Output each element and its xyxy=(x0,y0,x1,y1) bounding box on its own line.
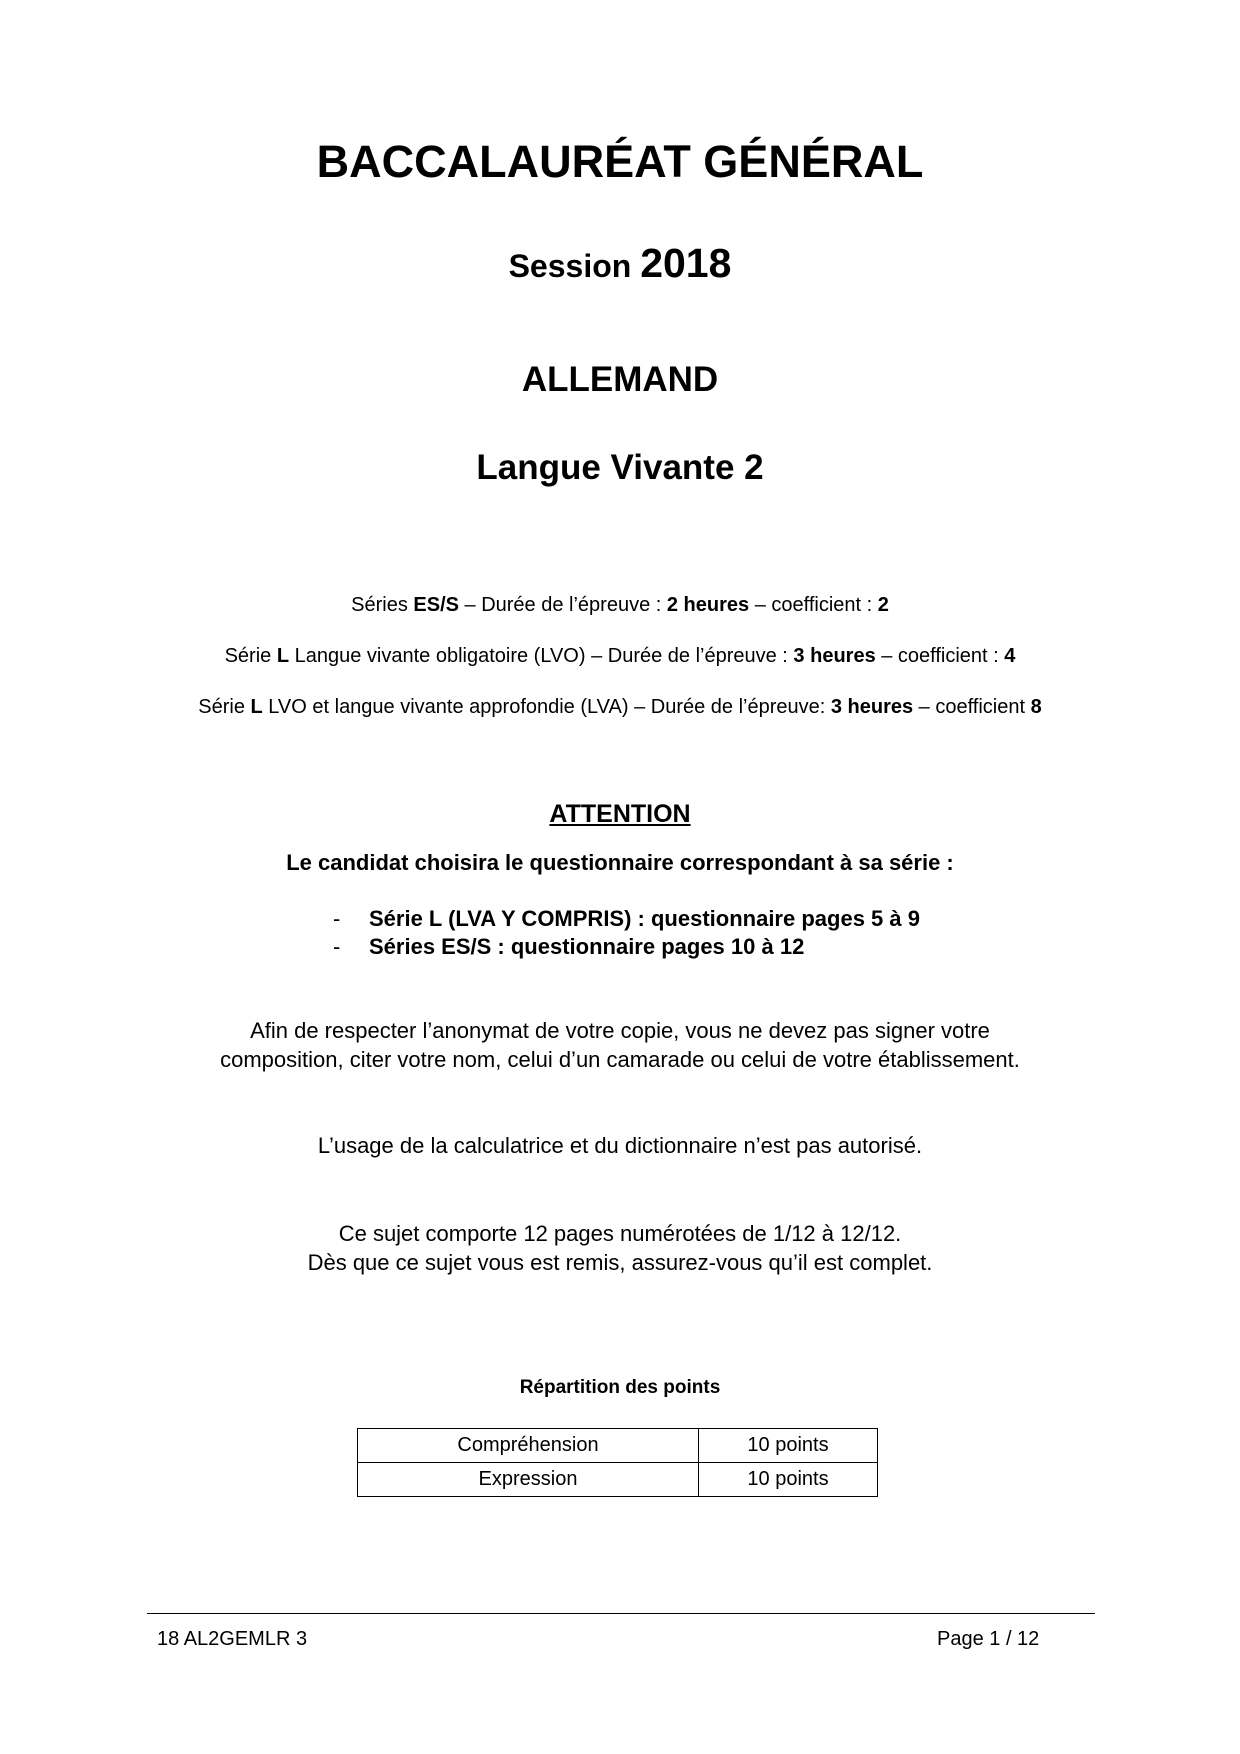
footer-divider xyxy=(147,1613,1095,1614)
language-level: Langue Vivante 2 xyxy=(476,448,764,487)
subject-title: ALLEMAND xyxy=(521,360,719,399)
table-row xyxy=(358,1463,878,1497)
page-count-notice: Ce sujet comporte 12 pages numérotées de 1/12 à 12/12. Dès que ce sujet vous est remis, assurez-vous qu’il est complet. xyxy=(307,1221,933,1275)
list-item-text: Séries ES/S : questionnaire pages 10 à 12 xyxy=(369,934,805,959)
list-item-text: Série L (LVA Y COMPRIS) : questionnaire pages 5 à 9 xyxy=(369,906,920,931)
session-label: Session xyxy=(508,248,632,284)
table-row xyxy=(358,1429,878,1463)
table-cell-label: Expression xyxy=(358,1463,699,1497)
attention-instruction: Le candidat choisira le questionnaire correspondant à sa série : xyxy=(286,850,954,875)
table-cell-label: Compréhension xyxy=(358,1429,699,1463)
points-table xyxy=(357,1428,878,1497)
exam-title: BACCALAURÉAT GÉNÉRAL xyxy=(316,136,924,187)
session-heading xyxy=(0,240,1240,287)
table-cell-value: 10 points xyxy=(699,1429,878,1463)
session-year: 2018 xyxy=(640,240,732,286)
series-line-l-lvo: Série L Langue vivante obligatoire (LVO) – Durée de l’épreuve : 3 heures – coefficient : 4 xyxy=(224,645,1016,667)
table-cell-value: 10 points xyxy=(699,1463,878,1497)
list-item xyxy=(333,906,920,932)
list-dash: - xyxy=(333,906,341,931)
calculator-notice: L’usage de la calculatrice et du dictionnaire n’est pas autorisé. xyxy=(317,1133,923,1158)
subject-code: 18 AL2GEMLR 3 xyxy=(157,1628,308,1650)
list-item xyxy=(333,934,804,960)
series-line-es-s: Séries ES/S – Durée de l’épreuve : 2 heures – coefficient : 2 xyxy=(351,594,889,616)
points-table-title: Répartition des points xyxy=(519,1377,721,1398)
attention-heading: ATTENTION xyxy=(549,800,691,828)
page-number: Page 1 / 12 xyxy=(937,1628,1040,1650)
anonymity-notice: Afin de respecter l’anonymat de votre copie, vous ne devez pas signer votre composition, citer votre nom, celui d’un camarade ou celui de votre établissement. xyxy=(220,1018,1020,1072)
series-line-l-lva: Série L LVO et langue vivante approfondie (LVA) – Durée de l’épreuve: 3 heures – coefficient 8 xyxy=(198,696,1042,718)
list-dash: - xyxy=(333,934,341,959)
